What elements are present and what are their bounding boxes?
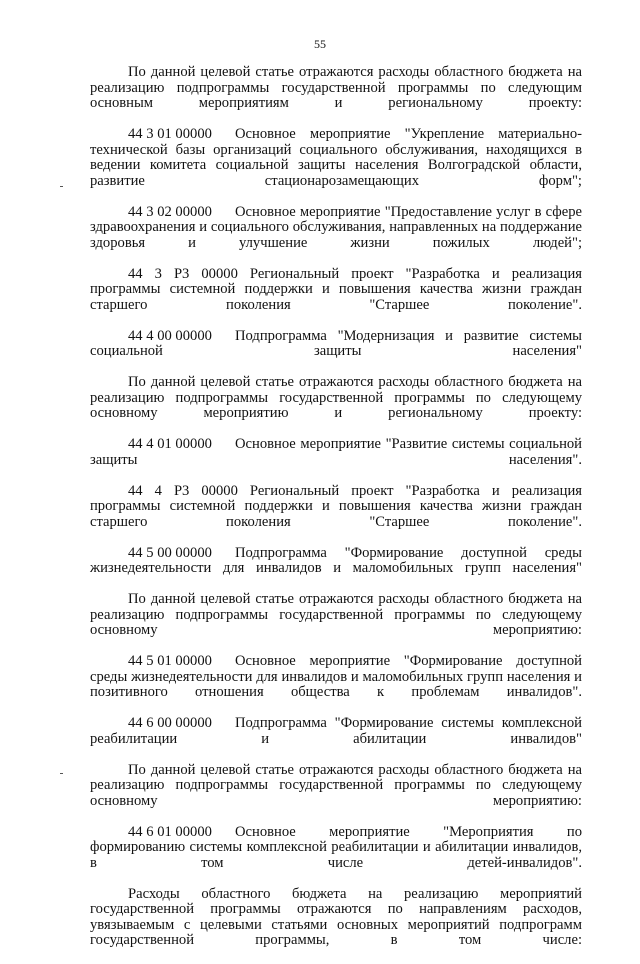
budget-code: 44 5 01 00000 (128, 654, 235, 670)
paragraph-text: Расходы областного бюджета на реализацию мероприятий государственной программы отражаются по направлениям расходов, увязываемым с целевыми статьями основных мероприятий подпрограмм государственной программы, в том числе: (90, 886, 582, 949)
paragraph-text: По данной целевой статье отражаются расходы областного бюджета на реализацию подпрограммы государственной программы по следующему основному мероприятию: (90, 762, 582, 809)
paragraph-text: Подпрограмма "Формирование системы комплексной реабилитации и абилитации инвалидов" (90, 715, 582, 747)
document-body (90, 65, 582, 964)
scan-mark (60, 186, 63, 187)
page-number: 55 (0, 37, 640, 51)
paragraph (90, 825, 582, 887)
budget-code: 44 4 01 00000 (128, 437, 235, 453)
paragraph-text: Основное мероприятие "Развитие системы социальной защиты населения". (90, 436, 582, 468)
paragraph-text: По данной целевой статье отражаются расходы областного бюджета на реализацию подпрограммы государственной программы по следующим основным мероприятиям и региональному проекту: (90, 64, 582, 111)
paragraph-text: Основное мероприятие "Укрепление материально-технической базы организаций социального обслуживания, находящихся в ведении комитета социальной защиты населения Волгоградской области, развитие стационарозамещающих форм"; (90, 126, 582, 189)
budget-code: 44 5 00 00000 (128, 546, 235, 562)
paragraph (90, 546, 582, 593)
paragraph-text: 44 4 Р3 00000 Региональный проект "Разработка и реализация программы системной поддержки и повышения качества жизни граждан старшего поколения "Старшее поколение". (90, 483, 582, 530)
paragraph (90, 763, 582, 825)
scan-mark (60, 773, 63, 774)
paragraph-text: Основное мероприятие "Предоставление услуг в сфере здравоохранения и социального обслуживания, направленных на поддержание здоровья и улучшение жизни пожилых людей"; (90, 204, 582, 251)
paragraph (90, 205, 582, 267)
paragraph (90, 267, 582, 329)
paragraph (90, 127, 582, 205)
paragraph (90, 592, 582, 654)
budget-code: 44 4 00 00000 (128, 329, 235, 345)
paragraph (90, 329, 582, 376)
paragraph-text: Основное мероприятие "Формирование доступной среды жизнедеятельности для инвалидов и маломобильных групп населения и позитивного отношения общества к проблемам инвалидов". (90, 653, 582, 700)
paragraph (90, 654, 582, 716)
budget-code: 44 6 00 00000 (128, 716, 235, 732)
paragraph-text: Подпрограмма "Формирование доступной среды жизнедеятельности для инвалидов и маломобильных групп населения" (90, 545, 582, 577)
paragraph-text: 44 3 Р3 00000 Региональный проект "Разработка и реализация программы системной поддержки и повышения качества жизни граждан старшего поколения "Старшее поколение". (90, 266, 582, 313)
paragraph-text: Подпрограмма "Модернизация и развитие системы социальной защиты населения" (90, 328, 582, 360)
budget-code: 44 6 01 00000 (128, 825, 235, 841)
paragraph (90, 437, 582, 484)
budget-code: 44 3 02 00000 (128, 205, 235, 221)
paragraph-text: По данной целевой статье отражаются расходы областного бюджета на реализацию подпрограммы государственной программы по следующему основному мероприятию: (90, 591, 582, 638)
paragraph (90, 375, 582, 437)
paragraph-text: По данной целевой статье отражаются расходы областного бюджета на реализацию подпрограммы государственной программы по следующему основному мероприятию и региональному проекту: (90, 374, 582, 421)
paragraph (90, 716, 582, 763)
paragraph-text: Основное мероприятие "Мероприятия по формированию системы комплексной реабилитации и абилитации инвалидов, в том числе детей-инвалидов". (90, 824, 582, 871)
paragraph (90, 484, 582, 546)
paragraph (90, 887, 582, 964)
budget-code: 44 3 01 00000 (128, 127, 235, 143)
paragraph (90, 65, 582, 127)
